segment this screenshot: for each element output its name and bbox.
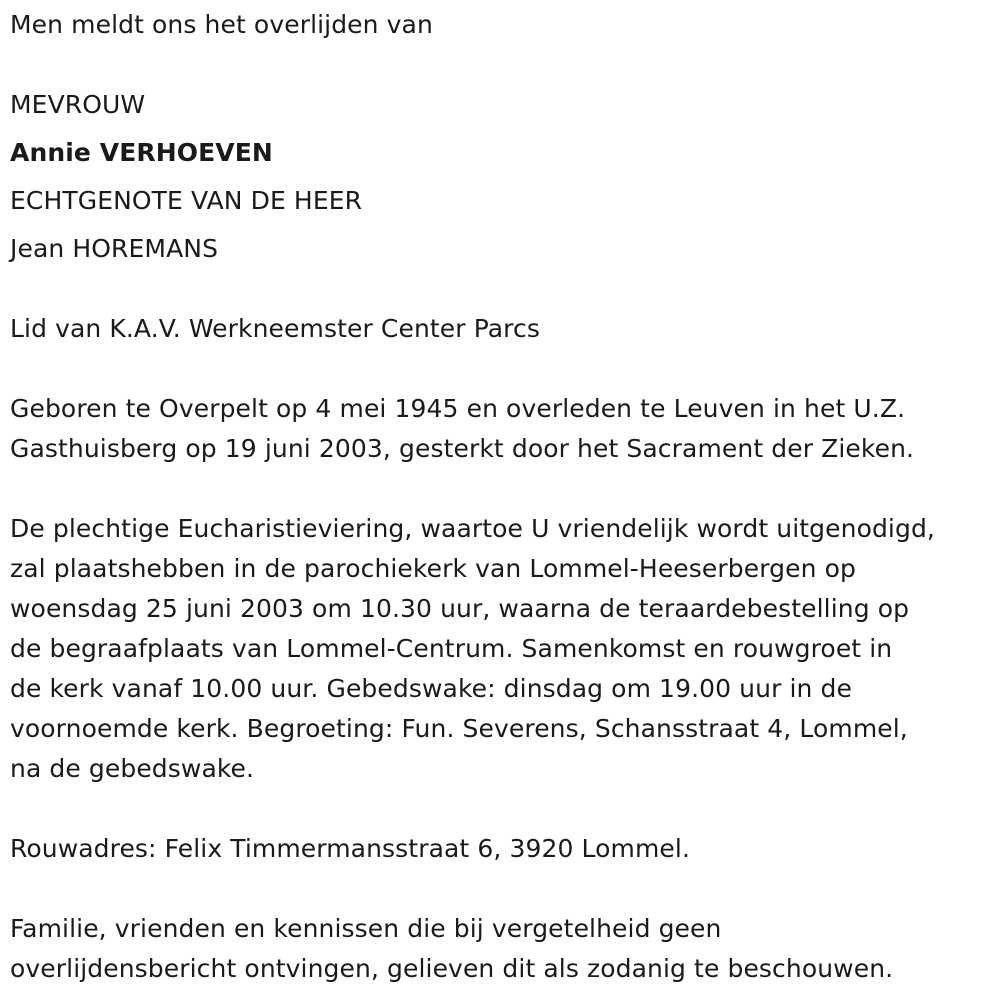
closing-line: overlijdensbericht ontvingen, gelieven dit als zodanig te beschouwen. [10, 954, 894, 983]
ceremony-line: De plechtige Eucharistieviering, waartoe U vriendelijk wordt uitgenodigd, [10, 514, 935, 543]
ceremony-line: zal plaatshebben in de parochiekerk van Lommel-Heeserbergen op [10, 554, 856, 583]
deceased-name: Annie VERHOEVEN [10, 138, 273, 167]
spouse-name: Jean HOREMANS [10, 234, 219, 263]
membership-text: Lid van K.A.V. Werkneemster Center Parcs [10, 314, 540, 343]
ceremony-line: de kerk vanaf 10.00 uur. Gebedswake: dinsdag om 19.00 uur in de [10, 674, 852, 703]
ceremony-line: voornoemde kerk. Begroeting: Fun. Severens, Schansstraat 4, Lommel, [10, 714, 908, 743]
relation-text: ECHTGENOTE VAN DE HEER [10, 186, 363, 215]
ceremony-line: na de gebedswake. [10, 754, 255, 783]
intro-text: Men meldt ons het overlijden van [10, 10, 433, 39]
address-text: Rouwadres: Felix Timmermansstraat 6, 3920 Lommel. [10, 834, 690, 863]
title-text: MEVROUW [10, 90, 146, 119]
closing-line: Familie, vrienden en kennissen die bij vergetelheid geen [10, 914, 722, 943]
birth-death-line: Geboren te Overpelt op 4 mei 1945 en overleden te Leuven in het U.Z. [10, 394, 906, 423]
ceremony-line: de begraafplaats van Lommel-Centrum. Samenkomst en rouwgroet in [10, 634, 893, 663]
birth-death-line: Gasthuisberg op 19 juni 2003, gesterkt door het Sacrament der Zieken. [10, 434, 915, 463]
ceremony-line: woensdag 25 juni 2003 om 10.30 uur, waarna de teraardebestelling op [10, 594, 910, 623]
